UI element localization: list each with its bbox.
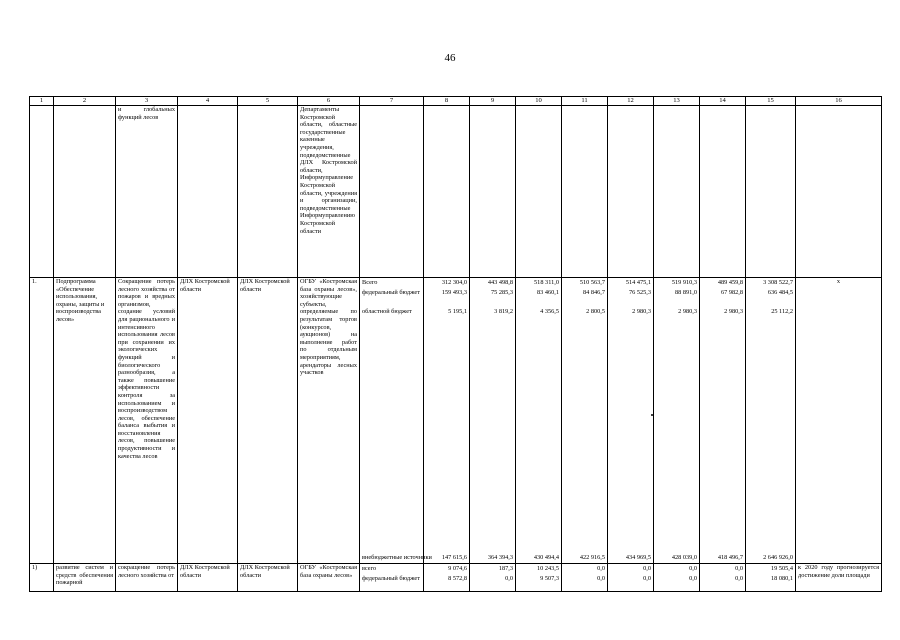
value-cell (516, 278, 562, 564)
value-cell (746, 564, 796, 592)
value-federal: 0,0 (597, 575, 605, 582)
column-number: 15 (746, 97, 796, 106)
value-federal: 0,0 (735, 575, 743, 582)
item-title: развитие систем и средств обеспечения пожарной (54, 564, 116, 592)
value-extrabudgetary: 147 615,6 (441, 554, 467, 561)
value-federal: 67 982,8 (720, 289, 743, 296)
source-federal: федеральный бюджет (362, 575, 420, 582)
value-cell (608, 278, 654, 564)
funding-sources (360, 278, 432, 564)
value-extrabudgetary: 428 039,0 (671, 554, 697, 561)
participants-cell: ОГБУ «Костромская база охраны лесов», хозяйствующие субъекты, определяемые по результатам торгов (конкурсов, аукционов) на выполнение работ по отдельным мероприятиям, арендаторы лесных участков (298, 278, 360, 564)
value-regional: 2 980,3 (678, 308, 697, 315)
value-total: 0,0 (735, 565, 743, 572)
subprogram-purpose: Сокращение потерь лесного хозяйства от пожаров и вредных организмов, создание условий для рационального и интенсивного использования лесов при сохранении их экологических функций и биологического разнообразия, а также повышение эффективности контроля за использованием и воспроизводством лесов, обеспечение баланса выбытия и восстановления лесов, повышение продуктивности и качества лесов (116, 278, 178, 564)
value-total: 0,0 (689, 565, 697, 572)
value-federal: 636 484,5 (767, 289, 793, 296)
value-regional: 25 112,2 (771, 308, 793, 315)
value-cell (562, 278, 608, 564)
value-federal: 0,0 (689, 575, 697, 582)
value-federal: 159 493,3 (441, 289, 467, 296)
budget-table (29, 96, 882, 592)
value-total: 518 311,0 (534, 279, 559, 286)
value-cell (424, 564, 470, 592)
value-cell (562, 564, 608, 592)
source-total: всего (362, 565, 377, 572)
table-row-subprogram (30, 278, 882, 564)
column-number: 11 (562, 97, 608, 106)
column-number-row (30, 97, 882, 106)
column-number: 1 (30, 97, 54, 106)
value-total: 10 243,5 (536, 565, 559, 572)
value-federal: 76 525,3 (628, 289, 651, 296)
value-federal: 18 080,1 (770, 575, 793, 582)
value-total: 9 074,6 (448, 565, 467, 572)
value-regional: 5 195,1 (448, 308, 467, 315)
subprogram-title: Подпрограмма «Обеспечение использования, охраны, защиты и воспроизводства лесов» (54, 278, 116, 564)
scan-speck (651, 414, 653, 416)
value-cell (608, 564, 654, 592)
value-cell (700, 278, 746, 564)
responsible-executor: ДЛХ Костромской области (178, 564, 238, 592)
column-number: 14 (700, 97, 746, 106)
value-regional: 2 980,3 (632, 308, 651, 315)
value-total: 443 498,8 (487, 279, 513, 286)
column-number: 3 (116, 97, 178, 106)
source-regional: областной бюджет (362, 308, 412, 315)
value-extrabudgetary: 418 496,7 (717, 554, 743, 561)
value-federal: 88 891,0 (674, 289, 697, 296)
column-number: 9 (470, 97, 516, 106)
co-executor: ДЛХ Костромской области (238, 564, 298, 592)
table-row-continued (30, 106, 882, 278)
value-federal: 0,0 (505, 575, 513, 582)
value-federal: 83 460,1 (536, 289, 559, 296)
funding-sources (360, 564, 424, 592)
column-number: 16 (796, 97, 882, 106)
value-cell (470, 278, 516, 564)
source-federal: федеральный бюджет (362, 289, 420, 296)
row-number: 1. (30, 278, 54, 564)
column-number: 2 (54, 97, 116, 106)
expected-result: к 2020 году прогнозируется достижение доли площади (796, 564, 882, 592)
column-number: 6 (298, 97, 360, 106)
value-total: 514 475,1 (625, 279, 651, 286)
value-cell (654, 564, 700, 592)
value-total: 510 563,7 (579, 279, 605, 286)
value-total: 312 304,0 (441, 279, 467, 286)
column-number: 10 (516, 97, 562, 106)
value-federal: 75 285,3 (490, 289, 513, 296)
responsible-executor: ДЛХ Костромской области (178, 278, 238, 564)
row-number: 1) (30, 564, 54, 592)
expected-result: х (796, 278, 882, 564)
value-regional: 4 356,5 (540, 308, 559, 315)
participants-cell: ОГБУ «Костромская база охраны лесов» (298, 564, 360, 592)
value-total: 19 505,4 (770, 565, 793, 572)
value-total: 0,0 (643, 565, 651, 572)
column-number: 12 (608, 97, 654, 106)
value-extrabudgetary: 422 916,5 (579, 554, 605, 561)
co-executor: ДЛХ Костромской области (238, 278, 298, 564)
purpose-cell: и глобальных функций лесов (116, 106, 178, 278)
value-total: 0,0 (597, 565, 605, 572)
value-extrabudgetary: 2 646 926,0 (763, 554, 793, 561)
value-cell (746, 278, 796, 564)
value-extrabudgetary: 434 969,5 (625, 554, 651, 561)
value-total: 187,3 (498, 565, 513, 572)
column-number: 8 (424, 97, 470, 106)
value-cell (424, 278, 470, 564)
value-total: 519 910,3 (671, 279, 697, 286)
column-number: 5 (238, 97, 298, 106)
value-cell (700, 564, 746, 592)
column-number: 7 (360, 97, 424, 106)
value-extrabudgetary: 364 394,3 (487, 554, 513, 561)
value-federal: 0,0 (643, 575, 651, 582)
table-row-item (30, 564, 882, 592)
value-regional: 3 819,2 (494, 308, 513, 315)
value-regional: 2 800,5 (586, 308, 605, 315)
value-federal: 8 572,8 (448, 575, 467, 582)
value-total: 489 459,8 (717, 279, 743, 286)
value-federal: 9 507,3 (540, 575, 559, 582)
participants-cell: Департаменты Костромской области, областные государственные казенные учреждения, подведомственные ДЛХ Костромской области, Информуправление Костромской области, учреждения и организации, подведомственные Информуправлению Костромской области (298, 106, 360, 278)
value-cell (516, 564, 562, 592)
source-total: Всего (362, 279, 378, 286)
source-extrabudgetary: внебюджетные источники (362, 554, 432, 561)
value-extrabudgetary: 430 494,4 (533, 554, 559, 561)
value-total: 3 308 522,7 (763, 279, 793, 286)
page-number: 46 (444, 52, 456, 64)
item-purpose: сокращение потерь лесного хозяйства от (116, 564, 178, 592)
value-regional: 2 980,3 (724, 308, 743, 315)
value-federal: 84 846,7 (582, 289, 605, 296)
value-cell (470, 564, 516, 592)
column-number: 13 (654, 97, 700, 106)
column-number: 4 (178, 97, 238, 106)
value-cell (654, 278, 700, 564)
